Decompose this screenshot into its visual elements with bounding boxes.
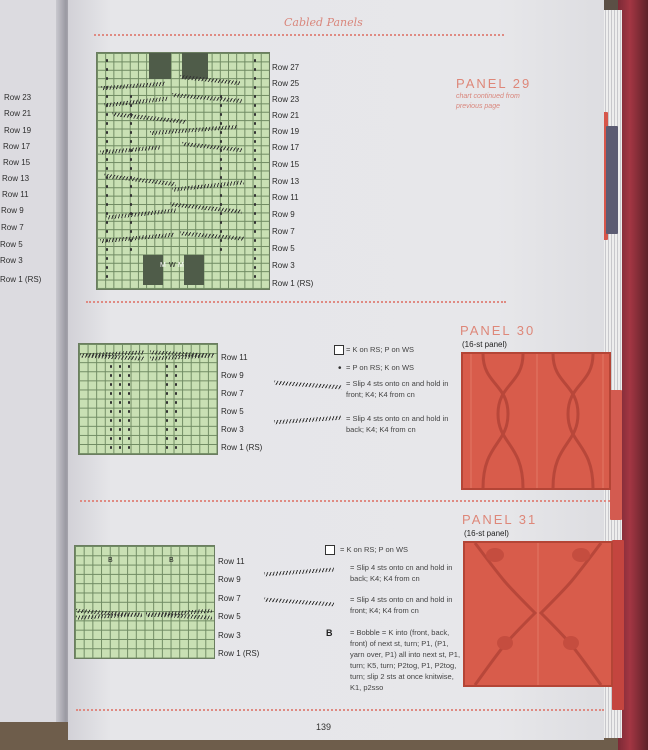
panel29-purl-dots — [252, 56, 258, 284]
panel29-symbol-m: M — [178, 262, 184, 269]
row-label: Row 17 — [272, 143, 300, 152]
panel31-subtitle: (16-st panel) — [464, 529, 509, 538]
page-tab — [606, 126, 618, 234]
panel31-symbol-bobble: B — [169, 557, 174, 564]
panel29-symbol-w: W — [169, 262, 176, 269]
panel30-purl-dots — [126, 362, 132, 450]
panel31-symbol-bobble: B — [108, 557, 113, 564]
panel29-purl-block — [149, 53, 171, 79]
row-label: Row 1 (RS) — [218, 649, 260, 658]
panel29-purl-dots — [104, 56, 110, 284]
page-tab — [610, 390, 622, 520]
panel29-purl-block — [184, 255, 204, 285]
panel31-legend-cable-back-text: = Slip 4 sts onto cn and hold in back; K4; K4 from cn — [350, 563, 453, 583]
section-divider — [80, 500, 610, 502]
panel30-purl-dots — [108, 362, 114, 450]
row-label: Row 11 — [218, 557, 245, 566]
panel30-legend-purl-dot: • — [338, 363, 342, 374]
panel30-legend-purl: = P on RS; K on WS — [346, 363, 415, 372]
row-label: Row 23 — [272, 95, 300, 104]
row-label: Row 15 — [3, 158, 31, 167]
row-label: Row 5 — [272, 244, 295, 253]
row-label: Row 19 — [272, 127, 300, 136]
panel29-purl-block — [143, 255, 163, 285]
panel30-knitted-swatch-photo — [461, 352, 611, 490]
row-label: Row 7 — [221, 389, 244, 398]
panel30-subtitle: (16-st panel) — [462, 340, 507, 349]
panel31-legend-cable-front-text: = Slip 4 sts onto cn and hold in front; K4; K4 from cn — [350, 595, 453, 615]
panel30-legend-knit: = K on RS; P on WS — [346, 345, 415, 354]
row-label: Row 17 — [3, 142, 31, 151]
row-label: Row 23 — [4, 93, 32, 102]
panel31-legend-knit-box — [325, 545, 335, 555]
row-label: Row 1 (RS) — [221, 443, 263, 452]
panel30-legend-cable-front-text: = Slip 4 sts onto cn and hold in front; K4; K4 from cn — [346, 379, 449, 399]
row-label: Row 11 — [221, 353, 248, 362]
row-label: Row 13 — [272, 177, 300, 186]
row-label: Row 7 — [272, 227, 295, 236]
page-tab — [612, 540, 624, 710]
row-label: Row 21 — [272, 111, 300, 120]
panel31-chart — [74, 545, 215, 659]
page-number: 139 — [316, 722, 332, 732]
panel29-purl-dots — [218, 92, 224, 252]
row-label: Row 9 — [1, 206, 24, 215]
row-label: Row 5 — [221, 407, 244, 416]
row-label: Row 7 — [218, 594, 241, 603]
row-label: Row 9 — [221, 371, 244, 380]
panel31-title: PANEL 31 — [462, 512, 538, 527]
row-label: Row 9 — [272, 210, 295, 219]
panel30-title: PANEL 30 — [460, 323, 536, 338]
row-label: Row 21 — [4, 109, 32, 118]
row-label: Row 7 — [1, 223, 24, 232]
row-label: Row 3 — [218, 631, 241, 640]
panel31-legend-knit: = K on RS; P on WS — [340, 545, 409, 554]
panel30-purl-dots — [173, 362, 179, 450]
header-divider — [94, 34, 504, 36]
row-label: Row 3 — [0, 256, 23, 265]
row-label: Row 5 — [218, 612, 241, 621]
row-label: Row 11 — [2, 190, 29, 199]
row-label: Row 15 — [272, 160, 300, 169]
row-label: Row 27 — [272, 63, 300, 72]
panel30-purl-dots — [164, 362, 170, 450]
row-label: Row 9 — [218, 575, 241, 584]
panel31-legend-bobble-text: = Bobble = K into (front, back, front) of next st, turn; P1, (P1, yarn over, P1) all into next st, P1, turn; K5, turn; P2tog, P1, P2tog, turn; slip 2 sts at once knitwise, K1, p2sso — [350, 628, 461, 692]
panel30-purl-dots — [117, 362, 123, 450]
panel29-note: chart continued from previous page — [456, 93, 520, 110]
panel30-chart — [78, 343, 218, 455]
panel30-legend-cable-back-text: = Slip 4 sts onto cn and hold in back; K4; K4 from cn — [346, 414, 449, 434]
row-label: Row 3 — [221, 425, 244, 434]
running-header: Cabled Panels — [284, 16, 363, 29]
row-label: Row 1 (RS) — [272, 279, 314, 288]
row-label: Row 11 — [272, 193, 299, 202]
panel31-legend-bobble-symbol: B — [326, 628, 333, 638]
panel31-knitted-swatch-photo — [463, 541, 613, 687]
row-label: Row 3 — [272, 261, 295, 270]
row-label: Row 25 — [272, 79, 300, 88]
row-label: Row 13 — [2, 174, 30, 183]
row-label: Row 1 (RS) — [0, 275, 42, 284]
panel29-purl-dots — [128, 92, 134, 252]
panel29-symbol-m: M — [160, 262, 166, 269]
footer-divider — [76, 709, 604, 711]
section-divider — [86, 301, 506, 303]
row-label: Row 5 — [0, 240, 23, 249]
panel29-title: PANEL 29 — [456, 76, 532, 91]
panel30-legend-knit-box — [334, 345, 344, 355]
row-label: Row 19 — [4, 126, 32, 135]
